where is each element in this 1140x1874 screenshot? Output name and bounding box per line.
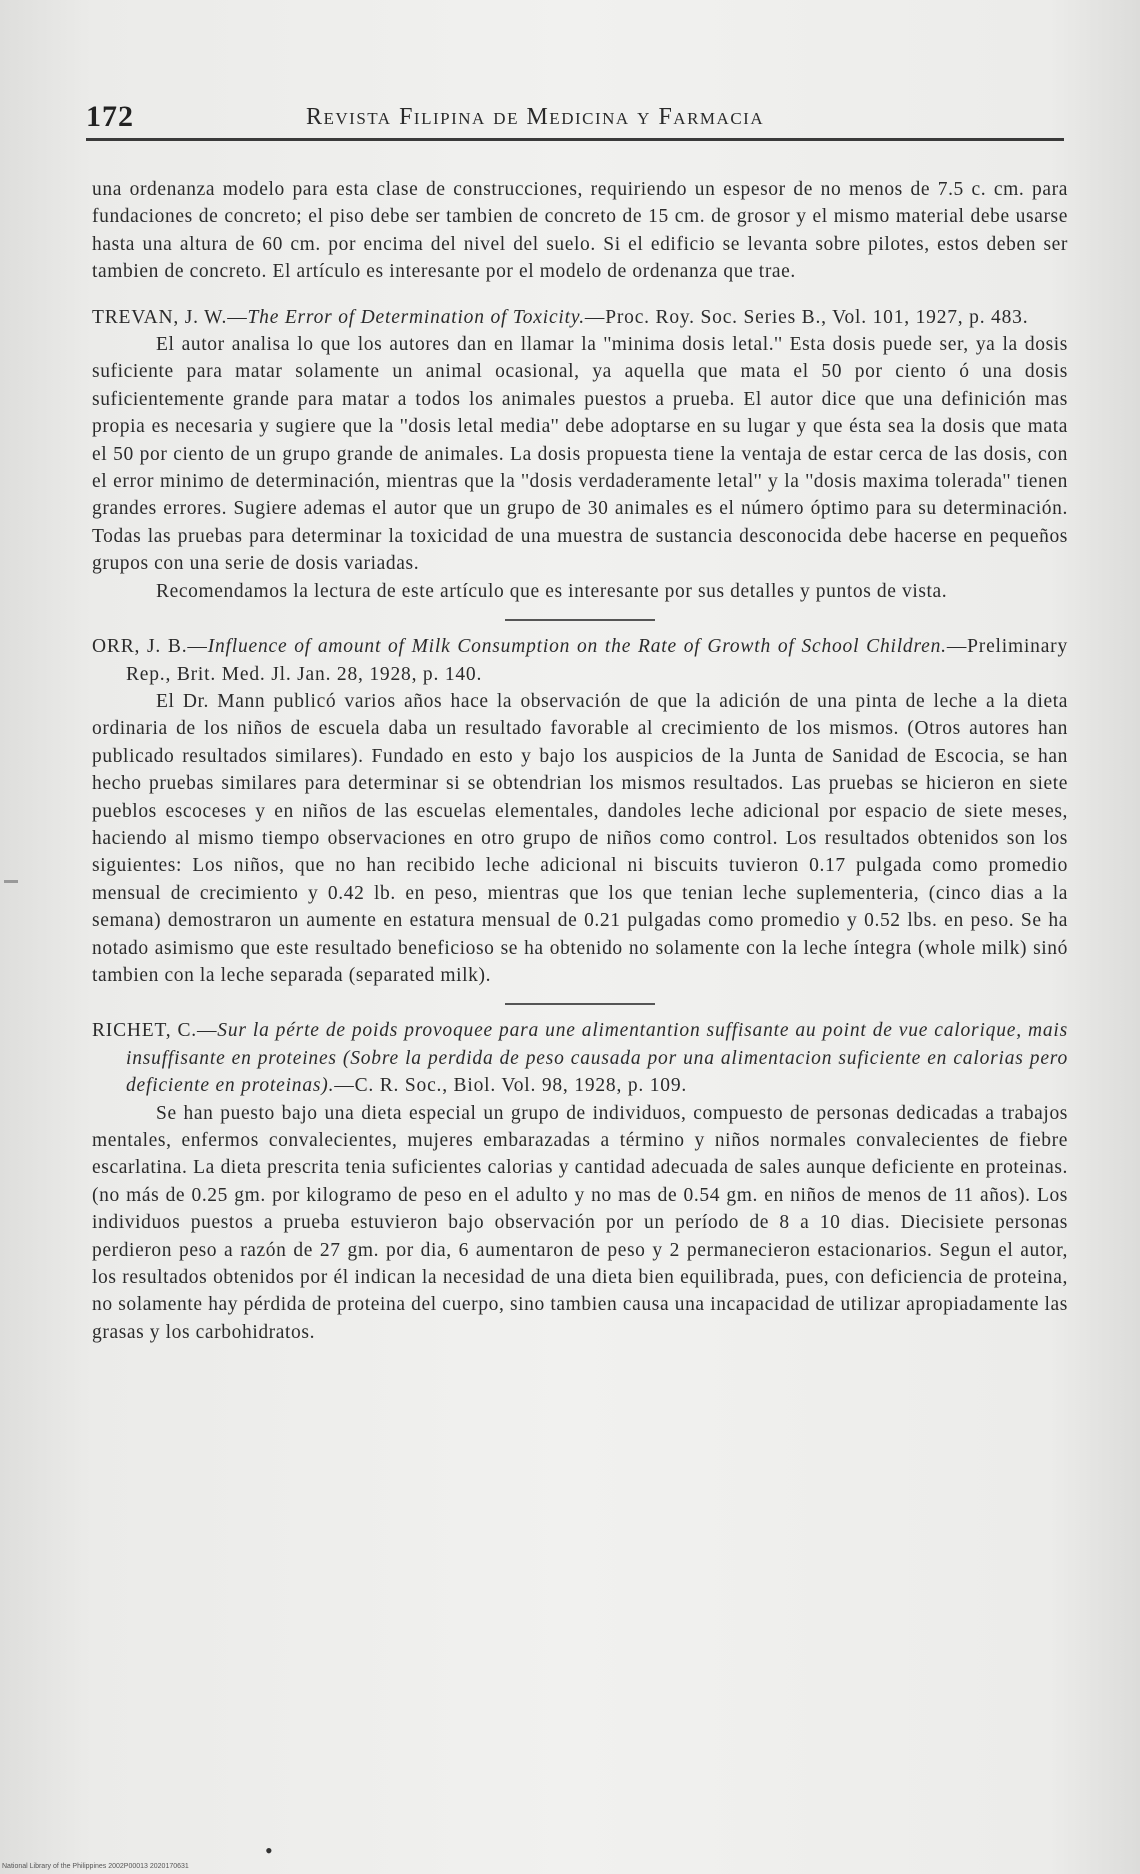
reference-line xyxy=(92,1017,1068,1099)
abstract-paragraph: Se han puesto bajo una dieta especial un grupo de individuos, compuesto de personas dedicadas a trabajos mentales, enfermos convalecientes, mujeres embarazadas a término y niños normales convalecientes de fiebre escarlatina. La dieta prescrita tenia suficientes calorias y cantidad adecuada de sales aunque deficiente en proteinas. (no más de 0.25 gm. por kilogramo de peso en el adulto y no mas de 0.54 gm. en niños de menos de 11 años). Los individuos puestos a prueba estuvieron bajo observación por un período de 8 a 10 dias. Diecisiete personas perdieron peso a razón de 27 gm. por dia, 6 aumentaron de peso y 2 permanecieron estacionarios. Segun el autor, los resultados obtenidos por él indican la necesidad de una dieta bien equilibrada, pues, con deficiencia de proteina, no solamente hay pérdida de proteina del cuerpo, sino tambien causa una incapacidad de utilizar apropiadamente las grasas y los carbohidratos. xyxy=(92,1102,1068,1343)
reference-title: Sur la pérte de poids provoquee para une alimentantion suffisante au point de vue calorique, mais insuffisante en proteines (Sobre la perdida de peso causada por una alimentacion suficiente en calorias pero deficiente en proteinas). xyxy=(126,1020,1069,1097)
section-divider xyxy=(505,619,655,621)
reference-author: RICHET, C.— xyxy=(92,1020,218,1042)
reference-source: —Proc. Roy. Soc. Series B., Vol. 101, 1927, p. 483. xyxy=(584,306,1029,328)
running-title: Revista Filipina de Medicina y Farmacia xyxy=(306,104,765,130)
abstract-entry-richet xyxy=(92,1017,1068,1346)
article-body xyxy=(92,176,1068,1346)
section-divider xyxy=(505,1003,655,1005)
abstract-paragraph: El Dr. Mann publicó varios años hace la observación de que la adición de una pinta de leche a la dieta ordinaria de los niños de escuela daba un resultado favorable al crecimiento de los mismos. (Otros autores han publicado resultados similares). Fundado en esto y bajo los auspicios de la Junta de Sanidad de Escocia, se han hecho pruebas similares para determinar si se obtendrian los mismos resultados. Las pruebas se hicieron en siete pueblos escoceses y en niños de las escuelas elementales, dandoles leche adicional por espacio de siete meses, haciendo al mismo tiempo observaciones en otro grupo de niños como control. Los resultados obtenidos son los siguientes: Los niños, que no han recibido leche adicional ni biscuits tuvieron 0.17 pulgada como promedio mensual de crecimiento y 0.42 lb. en peso, mientras que los que tenian leche suplementeria, (cinco dias a la semana) demostraron un aumente en estatura mensual de 0.21 pulgadas como promedio y 0.52 lbs. en peso. Se ha notado asimismo que este resultado beneficioso se ha obtenido no solamente con la leche íntegra (whole milk) sinó tambien con la leche separada (separated milk). xyxy=(92,690,1068,986)
abstract-entry-orr xyxy=(92,633,1068,989)
scan-dot-mark: • xyxy=(265,1838,273,1863)
scan-watermark: National Library of the Philippines 2002P00013 2020170631 xyxy=(2,1863,189,1870)
page-header xyxy=(86,96,1064,141)
abstract-entry-trevan xyxy=(92,304,1068,605)
abstract-paragraph: El autor analisa lo que los autores dan en llamar la ''minima dosis letal.'' Esta dosis puede ser, ya la dosis suficiente para matar solamente un animal ocasional, ya aquella que mata el 50 por ciento ó una dosis suficientemente grande para matar a todos los animales puestos a prueba. El autor dice que una definición mas propia es necesaria y sugiere que la ''dosis letal media'' debe adoptarse en su lugar y que ésta sea la dosis que mata el 50 por ciento de un grupo grande de animales. La dosis propuesta tiene la ventaja de estar cerca de las dosis, con el error minimo de determinación, mientras que la ''dosis verdaderamente letal'' y la ''dosis maxima tolerada'' tienen grandes errores. Sugiere ademas el autor que un grupo de 30 animales es el número óptimo para su determinación. Todas las pruebas para determinar la toxicidad de una muestra de sustancia desconocida debe hacerse en pequeños grupos con una serie de dosis variadas. xyxy=(92,334,1068,575)
intro-paragraph: una ordenanza modelo para esta clase de construcciones, requiriendo un espesor de no menos de 7.5 c. cm. para fundaciones de concreto; el piso debe ser tambien de concreto de 15 cm. de grosor y el mismo material debe usarse hasta una altura de 60 cm. por encima del nivel del suelo. Si el edificio se levanta sobre pilotes, estos deben ser tambien de concreto. El artículo es interesante por el modelo de ordenanza que trae. xyxy=(92,179,1068,283)
reference-author: TREVAN, J. W.— xyxy=(92,306,248,328)
reference-line xyxy=(92,633,1068,688)
reference-source: —Preliminary Rep., Brit. Med. Jl. Jan. 28, 1928, p. 140. xyxy=(126,636,1069,685)
reference-title: Influence of amount of Milk Consumption on the Rate of Growth of School Children. xyxy=(207,636,947,658)
reference-title: The Error of Determination of Toxicity. xyxy=(247,306,585,328)
reference-line xyxy=(92,304,1068,331)
abstract-paragraph: Recomendamos la lectura de este artículo que es interesante por sus detalles y puntos de vista. xyxy=(156,580,948,602)
reference-source: —C. R. Soc., Biol. Vol. 98, 1928, p. 109. xyxy=(334,1075,688,1097)
reference-author: ORR, J. B.— xyxy=(92,636,208,658)
scan-edge-mark xyxy=(4,880,18,883)
page-number: 172 xyxy=(86,100,134,133)
